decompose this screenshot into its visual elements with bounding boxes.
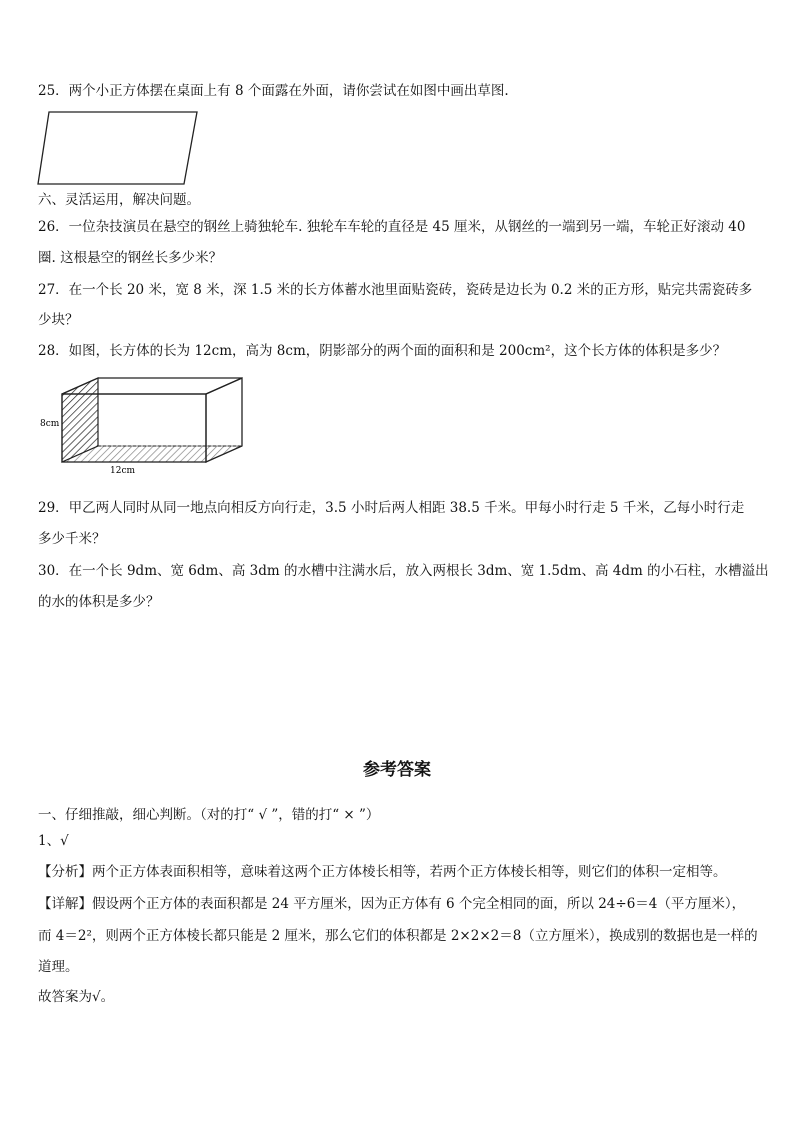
question-29-line-2: 多少千米？ [38, 531, 106, 547]
answer-conclusion: 故答案为√。 [38, 989, 115, 1005]
answer-analysis: 【分析】两个正方体表面积相等，意味着这两个正方体棱长相等，若两个正方体棱长相等，则它们的体积一定相等。 [38, 864, 727, 880]
answer-item-1: 1、√ [38, 833, 69, 849]
question-30-line-1: 30．在一个长 9dm、宽 6dm、高 3dm 的水槽中注满水后，放入两根长 3dm、宽 1.5dm、高 4dm 的小石柱，水槽溢出 [38, 563, 769, 579]
cuboid-figure [36, 372, 256, 477]
question-28: 28．如图，长方体的长为 12cm，高为 8cm，阴影部分的两个面的面积和是 200cm²，这个长方体的体积是多少？ [38, 343, 727, 359]
height-label: 8cm [40, 419, 60, 429]
question-27-line-2: 少块？ [38, 312, 79, 328]
question-30-line-2: 的水的体积是多少？ [38, 594, 160, 610]
question-27-line-1: 27．在一个长 20 米，宽 8 米，深 1.5 米的长方体蓄水池里面贴瓷砖，瓷砖是边长为 0.2 米的正方形，贴完共需瓷砖多 [38, 282, 753, 298]
section-6-heading: 六、灵活运用，解决问题。 [38, 192, 200, 208]
parallelogram-shape [38, 112, 197, 184]
question-29-line-1: 29．甲乙两人同时从同一地点向相反方向行走，3.5 小时后两人相距 38.5 千米。甲每小时行走 5 千米，乙每小时行走 [38, 500, 745, 516]
length-label: 12cm [110, 466, 136, 476]
answer-detail-line-2: 而 4＝2²，则两个正方体棱长都只能是 2 厘米，那么它们的体积都是 2×2×2＝8（立方厘米），换成别的数据也是一样的 [38, 928, 758, 944]
answers-heading: 参考答案 [363, 760, 431, 780]
answers-section-1: 一、仔细推敲，细心判断。（对的打“ √ ”，错的打“ × ”） [38, 807, 380, 823]
question-26-line-2: 圈. 这根悬空的钢丝长多少米？ [38, 250, 223, 266]
parallelogram-figure [36, 108, 206, 188]
answer-detail-line-1: 【详解】假设两个正方体的表面积都是 24 平方厘米，因为正方体有 6 个完全相同的面，所以 24÷6＝4（平方厘米）， [38, 896, 746, 912]
question-25: 25．两个小正方体摆在桌面上有 8 个面露在外面，请你尝试在如图中画出草图. [38, 83, 509, 99]
question-26-line-1: 26．一位杂技演员在悬空的钢丝上骑独轮车. 独轮车车轮的直径是 45 厘米，从钢丝的一端到另一端，车轮正好滚动 40 [38, 219, 746, 235]
answer-detail-line-3: 道理。 [38, 959, 79, 975]
